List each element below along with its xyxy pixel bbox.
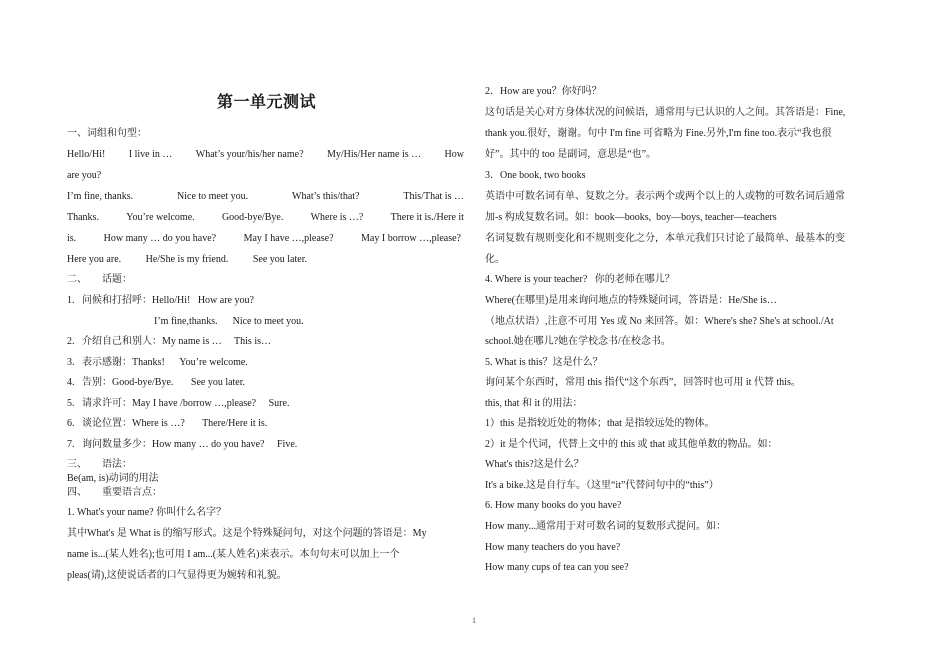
phrase: My/His/Her name is …: [326, 149, 422, 160]
text-line: 英语中可数名词有单、复数之分。表示两个或两个以上的人或物的可数名词后通常: [485, 191, 845, 202]
text-line: How many teachers do you have?: [485, 542, 621, 553]
phrase: See you later.: [252, 254, 307, 265]
phrase: Here you are.: [67, 254, 122, 265]
text-line: （地点状语）,注意不可用 Yes 或 No 来回答。如：Where's she? She's at school./At: [485, 316, 834, 327]
phrase: What’s your/his/her name?: [195, 149, 304, 160]
phrase: I’m fine, thanks.: [67, 191, 134, 202]
phrase: You’re welcome.: [126, 212, 195, 223]
text-line: What's this?这是什么？: [485, 459, 584, 470]
phrase: I live in …: [128, 149, 173, 160]
phrase: There it is./Here it: [390, 212, 464, 223]
text-line: 名词复数有规则变化和不规则变化之分，本单元我们只讨论了最简单、最基本的变: [485, 233, 845, 244]
text-line: How many cups of tea can you see?: [485, 562, 629, 573]
text-line: 2）it 是个代词，代替上文中的 this 或 that 或其他单数的物品。如：: [485, 439, 778, 450]
section-3-heading: 三、 语法：: [67, 459, 132, 470]
text-line: 好”。其中的 too 是副词，意思是“也”。: [485, 149, 657, 160]
text-line: 询问某个东西时，常用 this 指代“这个东西”，回答时也可用 it 代替 this。: [485, 377, 801, 388]
phrase: Nice to meet you.: [177, 191, 249, 202]
topic-item-7: 7. 询问数量多少：How many … do you have? Five.: [67, 439, 298, 450]
phrase-line-4: [67, 211, 464, 225]
page-number: 1: [472, 616, 476, 625]
topic-item-3: 3. 表示感谢：Thanks! You’re welcome.: [67, 357, 248, 368]
phrase: What’s this/that?: [292, 191, 360, 202]
point-1-line-3: pleas(请),这使说话者的口气显得更为婉转和礼貌。: [67, 570, 287, 581]
text-line: 1）this 是指较近处的物体；that 是指较远处的物体。: [485, 418, 715, 429]
text-line: 5. What is this？这是什么？: [485, 357, 603, 368]
phrase: Hello/Hi!: [67, 149, 106, 160]
phrase: Where is …?: [310, 212, 364, 223]
point-1-line-1: 其中What's 是 What is 的缩写形式。这是个特殊疑问句，对这个问题的答语是：My: [67, 528, 427, 539]
text-line: 3．One book, two books: [485, 170, 586, 181]
phrase: is.: [67, 233, 77, 244]
section-4-heading: 四、 重要语言点：: [67, 487, 162, 498]
text-line: 加-s 构成复数名词。如：book—books, boy—boys, teacher—teachers: [485, 212, 777, 223]
phrase-line-5: [67, 232, 461, 246]
text-line: thank you.很好，谢谢。句中 I'm fine 可省略为 Fine.另外,I'm fine too.表示“我也很: [485, 128, 832, 139]
phrase: This/That is …: [403, 191, 464, 202]
phrase-line-6: [67, 253, 307, 267]
topic-item-4: 4. 告别：Good-bye/Bye. See you later.: [67, 377, 246, 388]
point-1-line-2: name is...(某人姓名);也可用 I am...(某人姓名)来表示。本句句末可以加上一个: [67, 549, 400, 560]
phrase-line-1: [67, 148, 464, 162]
grammar-line: Be(am, is)动词的用法: [67, 473, 159, 484]
phrase: May I have …,please?: [243, 233, 334, 244]
text-line: Where(在哪里)是用来询问地点的特殊疑问词，答语是：He/She is…: [485, 295, 777, 306]
text-line: 4. Where is your teacher? 你的老师在哪儿？: [485, 274, 675, 285]
text-line: How many...通常用于对可数名词的复数形式提问。如：: [485, 521, 727, 532]
phrase: How: [444, 149, 464, 160]
phrase: May I borrow …,please?: [361, 233, 461, 244]
phrase-line-3: [67, 190, 464, 204]
section-2-heading: 二、 话题：: [67, 274, 132, 285]
text-line: 2．How are you？你好吗？: [485, 86, 602, 97]
text-line: school.她在哪儿?她在学校念书/在校念书。: [485, 336, 671, 347]
section-1-heading: 一、词组和句型：: [67, 128, 147, 139]
page-title: 第一单元测试: [217, 92, 317, 111]
topic-item-1-reply: I’m fine,thanks. Nice to meet you.: [154, 316, 304, 327]
text-line: It's a bike.这是自行车。（这里“it”代替问句中的“this”）: [485, 480, 719, 491]
topic-item-2: 2. 介绍自己和别人：My name is … This is…: [67, 336, 271, 347]
text-line: 这句话是关心对方身体状况的问候语，通常用与已认识的人之间。其答语是：Fine,: [485, 107, 846, 118]
phrase: Good-bye/Bye.: [221, 212, 284, 223]
topic-item-6: 6. 谈论位置：Where is …? There/Here it is.: [67, 418, 268, 429]
phrase: Thanks.: [67, 212, 99, 223]
topic-item-5: 5. 请求许可：May I have /borrow …,please? Sure.: [67, 398, 290, 409]
text-line: this, that 和 it 的用法：: [485, 398, 583, 409]
phrase: How many … do you have?: [103, 233, 217, 244]
text-line: 6. How many books do you have?: [485, 500, 622, 511]
point-1-question: 1. What's your name? 你叫什么名字？: [67, 507, 227, 518]
phrase-line-2: are you?: [67, 170, 102, 181]
phrase: He/She is my friend.: [145, 254, 229, 265]
text-line: 化。: [485, 254, 505, 265]
topic-item-1: 1. 问候和打招呼：Hello/Hi! How are you?: [67, 295, 254, 306]
